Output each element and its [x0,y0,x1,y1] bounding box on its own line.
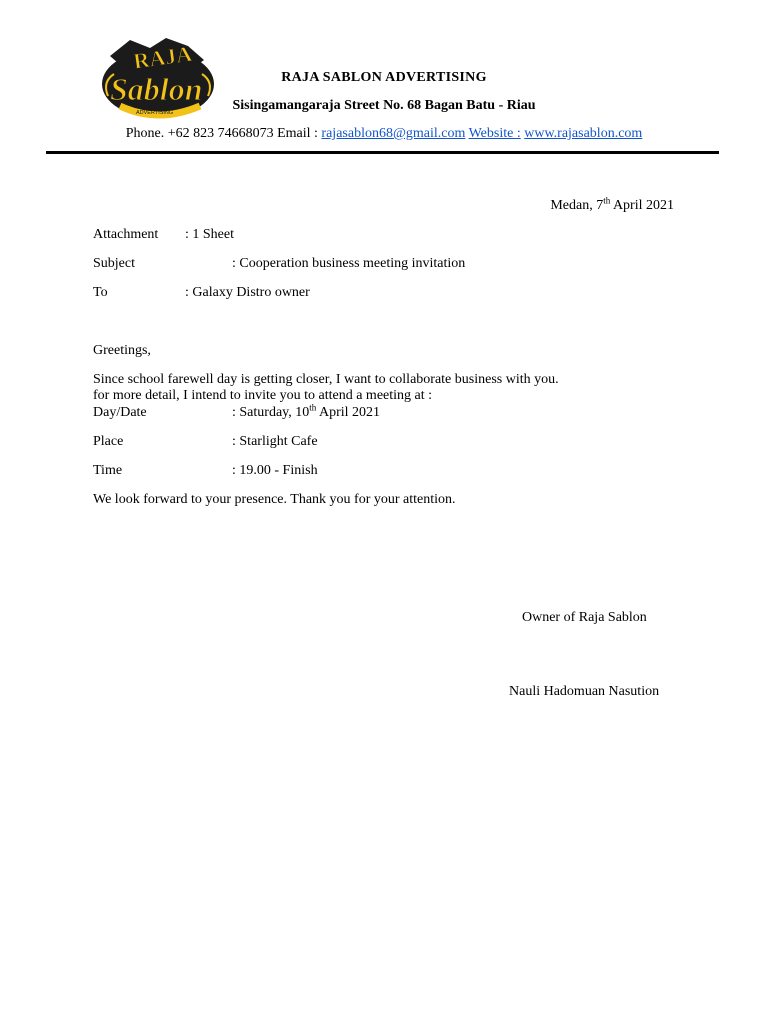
signature-name: Nauli Hadomuan Nasution [509,684,660,699]
place-value: : Starlight Cafe [232,434,318,449]
time-value: : 19.00 - Finish [232,463,318,478]
letter-date [550,195,674,214]
body-line-2: for more detail, I intend to invite you to attend a meeting at : [93,388,433,403]
logo-ribbon: ADVERTISING [136,110,174,116]
contact-line [0,126,768,142]
time-label: Time [93,463,123,478]
phone-email-label: Phone. +62 823 74668073 Email : [125,126,318,141]
day-sup: th [309,402,317,413]
website-link[interactable]: www.rajasablon.com [524,126,643,141]
place-label: Place [93,434,124,449]
signature-title: Owner of Raja Sablon [522,610,647,625]
date-prefix: Medan, 7 [550,198,604,213]
attachment-value: : 1 Sheet [185,227,234,242]
day-date-value [232,402,381,421]
date-suffix: April 2021 [610,198,674,213]
date-sup: th [603,195,611,206]
letterhead-divider [46,151,719,154]
to-label: To [93,285,108,300]
body-line-1: Since school farewell day is getting closer, I want to collaborate business with you. [93,372,559,387]
day-prefix: : Saturday, 10 [232,405,310,420]
attachment-label: Attachment [93,227,159,242]
greeting: Greetings, [93,343,151,358]
closing-line: We look forward to your presence. Thank you for your attention. [93,492,456,507]
email-link[interactable]: rajasablon68@gmail.com [321,126,466,141]
company-address: Sisingamangaraja Street No. 68 Bagan Batu - Riau [232,98,536,113]
day-suffix: April 2021 [316,405,381,420]
logo-line1: RAJA [131,40,194,74]
day-date-label: Day/Date [93,405,147,420]
website-label: Website : [468,126,521,141]
to-value: : Galaxy Distro owner [185,285,310,300]
logo-line2: Sablon [110,71,203,107]
subject-value: : Cooperation business meeting invitation [232,256,466,271]
subject-label: Subject [93,256,135,271]
company-name: RAJA SABLON ADVERTISING [281,70,487,85]
